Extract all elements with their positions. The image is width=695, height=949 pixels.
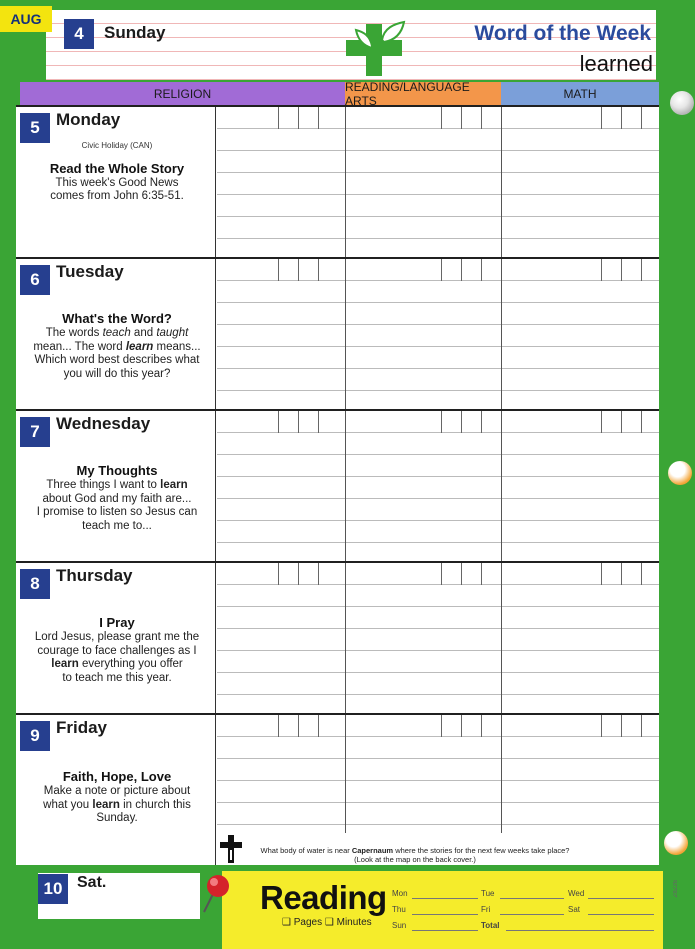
day-prompt <box>20 139 214 204</box>
binder-hole <box>670 91 694 115</box>
reading-cell[interactable] <box>346 107 501 257</box>
sunday-label: Sunday <box>104 23 166 42</box>
day-name: Monday <box>56 110 121 129</box>
day-row-monday <box>16 105 659 257</box>
check-boxes[interactable] <box>601 107 661 129</box>
sunday-number: 4 <box>64 19 94 49</box>
check-boxes[interactable] <box>278 563 338 585</box>
reading-day-label: Sun <box>392 921 407 930</box>
prompt-heading: My Thoughts <box>76 463 158 478</box>
check-boxes[interactable] <box>601 563 661 585</box>
prompt-line: This week's Good News <box>55 176 179 189</box>
reading-day-label: Mon <box>392 889 408 898</box>
reading-title: Reading <box>260 879 387 916</box>
day-number: 5 <box>20 113 50 143</box>
subject-math: MATH <box>501 82 659 105</box>
check-boxes[interactable] <box>441 259 501 281</box>
church-cross-icon <box>220 835 242 863</box>
check-boxes[interactable] <box>278 715 338 737</box>
month-tab: AUG <box>0 6 52 32</box>
prompt-heading: I Pray <box>99 615 135 630</box>
minutes-checkbox[interactable]: ❑ Minutes <box>324 917 372 928</box>
day-name: Friday <box>56 718 108 737</box>
check-boxes[interactable] <box>601 715 661 737</box>
reading-day-label: Sat <box>568 905 581 914</box>
check-boxes[interactable] <box>441 411 501 433</box>
map-question: What body of water is near Capernaum where the stories for the next few weeks take place? (Look at the map on the back cover.) <box>260 846 570 864</box>
day-name: Wednesday <box>56 414 151 433</box>
math-cell[interactable] <box>502 107 659 257</box>
day-number: 6 <box>20 265 50 295</box>
day-info-tuesday <box>16 259 216 409</box>
day-number: 8 <box>20 569 50 599</box>
day-name: Thursday <box>56 566 133 585</box>
math-cell[interactable] <box>502 563 659 713</box>
prompt-line: comes from John 6:35-51. <box>50 190 184 202</box>
reading-day-label: Fri <box>481 905 491 914</box>
holiday-note: Civic Holiday (CAN) <box>81 141 153 150</box>
reading-total-label: Total <box>481 921 500 930</box>
religion-cell[interactable] <box>217 259 345 409</box>
prompt-heading: Faith, Hope, Love <box>62 769 172 784</box>
day-row-tuesday <box>16 257 659 409</box>
subject-reading-language-arts: READING/LANGUAGE ARTS <box>345 82 501 105</box>
reading-cell[interactable] <box>346 563 501 713</box>
day-prompt: What's the Word? The words teach and taught mean... The word learn means... Which word best describes what you will do this year? <box>20 311 214 381</box>
side-code: Z8Z26 <box>673 880 679 898</box>
check-boxes[interactable] <box>278 107 338 129</box>
religion-cell[interactable] <box>217 563 345 713</box>
reading-day-label: Wed <box>568 889 585 898</box>
day-prompt: My Thoughts Three things I want to learn about God and my faith are... I promise to listen so Jesus can teach me to... <box>20 463 214 533</box>
reading-cell[interactable] <box>346 259 501 409</box>
check-boxes[interactable] <box>278 411 338 433</box>
reading-cell[interactable] <box>346 411 501 561</box>
prompt-heading: Read the Whole Story <box>49 160 185 176</box>
prompt-heading: What's the Word? <box>62 311 172 326</box>
cross-leaf-logo-icon <box>344 18 406 80</box>
reading-day-label: Thu <box>392 905 406 914</box>
check-boxes[interactable] <box>441 563 501 585</box>
pages-checkbox[interactable]: ❑ Pages <box>282 917 323 928</box>
check-boxes[interactable] <box>601 259 661 281</box>
reading-options[interactable] <box>282 917 372 928</box>
day-name: Tuesday <box>56 262 124 281</box>
day-info-monday <box>16 107 216 257</box>
religion-cell[interactable] <box>217 107 345 257</box>
word-of-week-title: Word of the Week <box>474 22 651 45</box>
day-number: 9 <box>20 721 50 751</box>
day-info-wednesday <box>16 411 216 561</box>
binder-hole <box>664 831 688 855</box>
day-row-friday <box>16 713 659 865</box>
check-boxes[interactable] <box>441 107 501 129</box>
saturday-number: 10 <box>38 874 68 904</box>
religion-cell[interactable] <box>217 411 345 561</box>
day-row-wednesday <box>16 409 659 561</box>
reading-log <box>222 871 663 949</box>
check-boxes[interactable] <box>278 259 338 281</box>
saturday-label: Sat. <box>77 874 107 891</box>
check-boxes[interactable] <box>441 715 501 737</box>
math-cell[interactable] <box>502 259 659 409</box>
day-prompt: I Pray Lord Jesus, please grant me the courage to face challenges as I learn everything you offer to teach me this year. <box>20 615 214 685</box>
day-info-thursday <box>16 563 216 713</box>
day-row-thursday <box>16 561 659 713</box>
pushpin-icon <box>200 872 238 916</box>
day-prompt: Faith, Hope, Love Make a note or picture about what you learn in church this Sunday. <box>20 769 214 826</box>
day-number: 7 <box>20 417 50 447</box>
reading-day-label: Tue <box>481 889 495 898</box>
word-of-week: learned <box>579 51 653 76</box>
check-boxes[interactable] <box>601 411 661 433</box>
math-cell[interactable] <box>502 411 659 561</box>
binder-hole <box>668 461 692 485</box>
day-info-friday <box>16 715 216 865</box>
subject-religion: RELIGION <box>20 82 345 105</box>
